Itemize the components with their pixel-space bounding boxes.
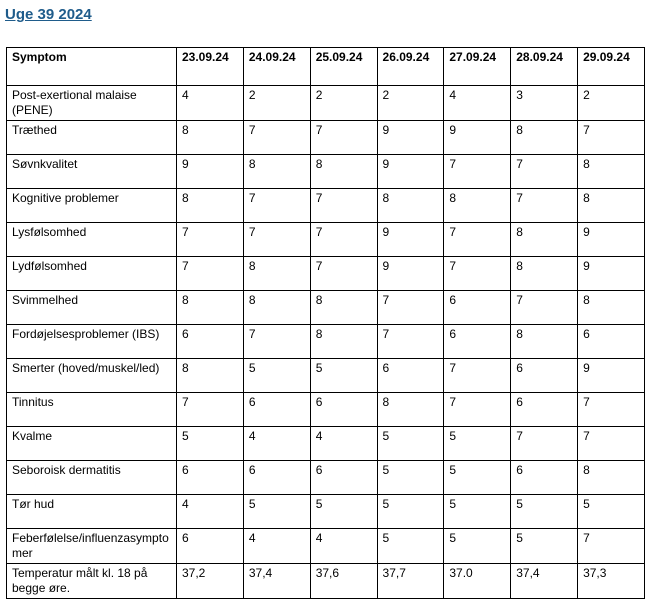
symptom-value-cell: 6 — [243, 461, 310, 495]
symptom-name-cell: Søvnkvalitet — [7, 155, 177, 189]
symptom-name-cell: Temperatur målt kl. 18 på begge øre. — [7, 564, 177, 599]
symptom-value-cell: 2 — [310, 86, 377, 121]
symptom-value-cell: 9 — [444, 121, 511, 155]
symptom-value-cell: 7 — [444, 393, 511, 427]
symptom-value-cell: 9 — [578, 359, 645, 393]
symptom-value-cell: 8 — [444, 189, 511, 223]
table-row — [7, 393, 645, 427]
symptom-value-cell: 6 — [377, 359, 444, 393]
symptom-value-cell: 5 — [444, 529, 511, 564]
symptom-value-cell: 5 — [377, 461, 444, 495]
symptom-value-cell: 7 — [377, 325, 444, 359]
symptom-name-cell: Post-exertional malaise (PENE) — [7, 86, 177, 121]
table-row — [7, 291, 645, 325]
symptom-name-cell: Tør hud — [7, 495, 177, 529]
symptom-value-cell: 8 — [177, 359, 244, 393]
symptom-value-cell: 4 — [310, 529, 377, 564]
symptom-value-cell: 37,3 — [578, 564, 645, 599]
symptom-value-cell: 6 — [177, 529, 244, 564]
symptom-value-cell: 5 — [444, 461, 511, 495]
symptom-value-cell: 7 — [177, 393, 244, 427]
symptom-value-cell: 7 — [310, 223, 377, 257]
symptom-value-cell: 5 — [310, 495, 377, 529]
symptom-value-cell: 6 — [511, 461, 578, 495]
symptom-value-cell: 6 — [444, 291, 511, 325]
symptom-value-cell: 7 — [310, 189, 377, 223]
symptom-value-cell: 7 — [444, 223, 511, 257]
symptom-value-cell: 5 — [377, 529, 444, 564]
symptom-value-cell: 9 — [578, 257, 645, 291]
symptom-value-cell: 6 — [310, 393, 377, 427]
symptom-value-cell: 6 — [177, 325, 244, 359]
symptom-value-cell: 9 — [578, 223, 645, 257]
symptom-table — [6, 47, 645, 599]
symptom-value-cell: 5 — [377, 427, 444, 461]
symptom-name-cell: Smerter (hoved/muskel/led) — [7, 359, 177, 393]
symptom-value-cell: 2 — [578, 86, 645, 121]
symptom-value-cell: 7 — [578, 121, 645, 155]
table-row — [7, 564, 645, 599]
symptom-name-cell: Tinnitus — [7, 393, 177, 427]
symptom-value-cell: 37,2 — [177, 564, 244, 599]
symptom-value-cell: 2 — [243, 86, 310, 121]
symptom-value-cell: 6 — [444, 325, 511, 359]
symptom-value-cell: 7 — [578, 529, 645, 564]
symptom-value-cell: 7 — [511, 427, 578, 461]
symptom-name-cell: Lysfølsomhed — [7, 223, 177, 257]
symptom-value-cell: 5 — [578, 495, 645, 529]
table-row — [7, 189, 645, 223]
symptom-value-cell: 4 — [243, 427, 310, 461]
symptom-value-cell: 8 — [243, 155, 310, 189]
symptom-value-cell: 8 — [243, 257, 310, 291]
symptom-value-cell: 8 — [177, 189, 244, 223]
symptom-value-cell: 7 — [511, 155, 578, 189]
symptom-value-cell: 7 — [177, 223, 244, 257]
table-row — [7, 427, 645, 461]
symptom-name-cell: Seboroisk dermatitis — [7, 461, 177, 495]
symptom-value-cell: 5 — [444, 427, 511, 461]
symptom-value-cell: 8 — [578, 189, 645, 223]
symptom-value-cell: 8 — [243, 291, 310, 325]
symptom-value-cell: 5 — [243, 359, 310, 393]
symptom-value-cell: 8 — [310, 325, 377, 359]
symptom-value-cell: 8 — [578, 155, 645, 189]
symptom-value-cell: 37.0 — [444, 564, 511, 599]
header-cell-date: 25.09.24 — [310, 48, 377, 86]
symptom-value-cell: 6 — [578, 325, 645, 359]
symptom-value-cell: 8 — [511, 257, 578, 291]
symptom-value-cell: 8 — [377, 189, 444, 223]
symptom-value-cell: 7 — [444, 359, 511, 393]
symptom-value-cell: 4 — [177, 86, 244, 121]
table-row — [7, 155, 645, 189]
symptom-value-cell: 3 — [511, 86, 578, 121]
symptom-value-cell: 2 — [377, 86, 444, 121]
symptom-value-cell: 9 — [377, 257, 444, 291]
symptom-value-cell: 7 — [310, 257, 377, 291]
header-cell-date: 29.09.24 — [578, 48, 645, 86]
symptom-name-cell: Fordøjelsesproblemer (IBS) — [7, 325, 177, 359]
table-body — [7, 86, 645, 599]
symptom-value-cell: 9 — [377, 121, 444, 155]
header-cell-date: 24.09.24 — [243, 48, 310, 86]
table-header-row — [7, 48, 645, 86]
symptom-value-cell: 4 — [310, 427, 377, 461]
symptom-value-cell: 37,4 — [243, 564, 310, 599]
symptom-value-cell: 7 — [511, 189, 578, 223]
symptom-value-cell: 6 — [511, 359, 578, 393]
symptom-value-cell: 8 — [578, 291, 645, 325]
symptom-value-cell: 5 — [310, 359, 377, 393]
symptom-value-cell: 6 — [310, 461, 377, 495]
symptom-value-cell: 7 — [243, 325, 310, 359]
symptom-value-cell: 7 — [444, 257, 511, 291]
symptom-value-cell: 8 — [511, 325, 578, 359]
symptom-value-cell: 8 — [177, 291, 244, 325]
symptom-name-cell: Svimmelhed — [7, 291, 177, 325]
table-row — [7, 529, 645, 564]
symptom-value-cell: 4 — [177, 495, 244, 529]
symptom-name-cell: Lydfølsomhed — [7, 257, 177, 291]
symptom-value-cell: 4 — [444, 86, 511, 121]
symptom-value-cell: 8 — [578, 461, 645, 495]
symptom-value-cell: 7 — [578, 427, 645, 461]
symptom-value-cell: 5 — [177, 427, 244, 461]
symptom-value-cell: 9 — [177, 155, 244, 189]
symptom-value-cell: 7 — [310, 121, 377, 155]
symptom-value-cell: 5 — [243, 495, 310, 529]
symptom-value-cell: 8 — [511, 121, 578, 155]
symptom-value-cell: 8 — [377, 393, 444, 427]
table-row — [7, 461, 645, 495]
symptom-name-cell: Feberfølelse/influenzasymptomer — [7, 529, 177, 564]
symptom-value-cell: 9 — [377, 223, 444, 257]
symptom-name-cell: Kvalme — [7, 427, 177, 461]
symptom-name-cell: Kognitive problemer — [7, 189, 177, 223]
header-cell-symptom: Symptom — [7, 48, 177, 86]
symptom-value-cell: 5 — [377, 495, 444, 529]
table-row — [7, 86, 645, 121]
table-row — [7, 121, 645, 155]
symptom-value-cell: 5 — [444, 495, 511, 529]
table-row — [7, 257, 645, 291]
symptom-value-cell: 8 — [511, 223, 578, 257]
symptom-value-cell: 37,4 — [511, 564, 578, 599]
symptom-value-cell: 8 — [310, 155, 377, 189]
symptom-value-cell: 6 — [243, 393, 310, 427]
symptom-value-cell: 9 — [377, 155, 444, 189]
symptom-value-cell: 6 — [177, 461, 244, 495]
header-cell-date: 26.09.24 — [377, 48, 444, 86]
symptom-value-cell: 6 — [511, 393, 578, 427]
symptom-name-cell: Træthed — [7, 121, 177, 155]
table-row — [7, 359, 645, 393]
symptom-value-cell: 7 — [177, 257, 244, 291]
symptom-value-cell: 7 — [243, 121, 310, 155]
page-title: Uge 39 2024 — [5, 6, 92, 23]
table-row — [7, 495, 645, 529]
symptom-value-cell: 7 — [578, 393, 645, 427]
symptom-value-cell: 7 — [243, 189, 310, 223]
symptom-value-cell: 7 — [243, 223, 310, 257]
symptom-value-cell: 5 — [511, 529, 578, 564]
symptom-value-cell: 7 — [511, 291, 578, 325]
symptom-value-cell: 4 — [243, 529, 310, 564]
symptom-value-cell: 5 — [511, 495, 578, 529]
symptom-value-cell: 7 — [444, 155, 511, 189]
header-cell-date: 27.09.24 — [444, 48, 511, 86]
symptom-value-cell: 8 — [177, 121, 244, 155]
symptom-value-cell: 7 — [377, 291, 444, 325]
symptom-value-cell: 37,6 — [310, 564, 377, 599]
symptom-value-cell: 8 — [310, 291, 377, 325]
table-row — [7, 325, 645, 359]
header-cell-date: 28.09.24 — [511, 48, 578, 86]
header-cell-date: 23.09.24 — [177, 48, 244, 86]
table-row — [7, 223, 645, 257]
symptom-value-cell: 37,7 — [377, 564, 444, 599]
